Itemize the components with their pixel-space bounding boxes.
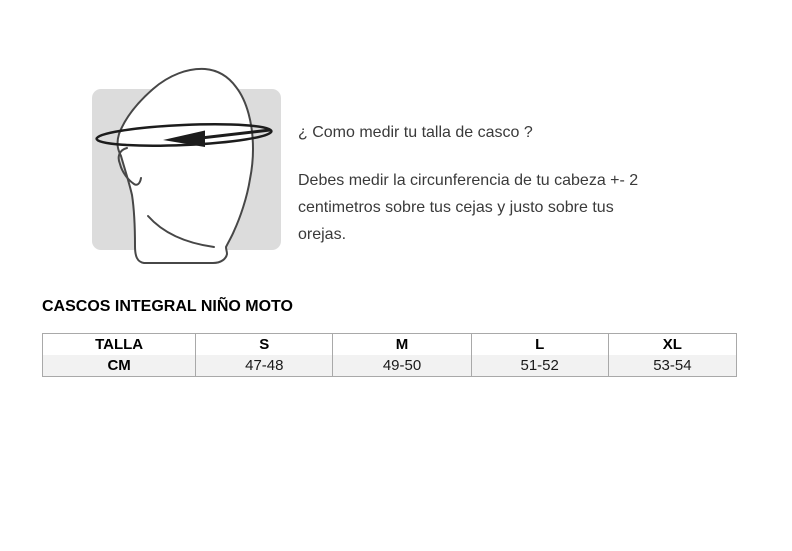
- size-table-header-row: [43, 334, 737, 356]
- size-table-cm-row: [43, 355, 737, 377]
- size-table-header-l: L: [471, 334, 608, 356]
- instruction-line: orejas.: [298, 226, 347, 243]
- head-measurement-illustration: [85, 58, 295, 268]
- measure-instructions-text: [298, 167, 638, 248]
- size-table-header-xl: XL: [608, 334, 736, 356]
- size-table-row-label: CM: [43, 355, 196, 377]
- size-table-cell-m: 49-50: [333, 355, 471, 377]
- measure-question-heading: ¿ Como medir tu talla de casco ?: [298, 124, 533, 141]
- instruction-line: Debes medir la circunferencia de tu cabeza +- 2: [298, 172, 639, 189]
- size-table-cell-l: 51-52: [471, 355, 608, 377]
- size-table-header-talla: TALLA: [43, 334, 196, 356]
- size-table-cell-s: 47-48: [196, 355, 333, 377]
- size-table-header-s: S: [196, 334, 333, 356]
- section-title: CASCOS INTEGRAL NIÑO MOTO: [42, 298, 293, 315]
- size-table: [42, 333, 737, 377]
- size-table-cell-xl: 53-54: [608, 355, 736, 377]
- instruction-line: centimetros sobre tus cejas y justo sobre tus: [298, 199, 614, 216]
- size-table-header-m: M: [333, 334, 471, 356]
